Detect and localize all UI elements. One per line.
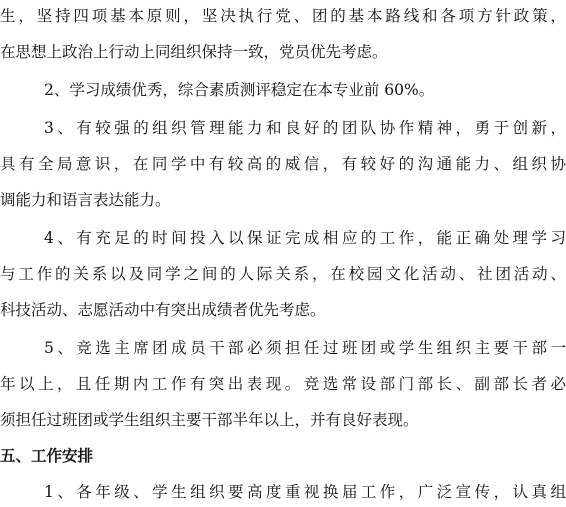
paragraph-line: 须担任过班团或学生组织主要干部半年以上，并有良好表现。 <box>0 411 419 429</box>
list-item-2: 2、学习成绩优秀，综合素质测评稳定在本专业前 60%。 <box>44 81 435 99</box>
list-item-1: 1、各年级、学生组织要高度重视换届工作，广泛宣传，认真组 <box>44 483 566 501</box>
paragraph-line: 与工作的关系以及同学之间的人际关系，在校园文化活动、社团活动、 <box>0 265 566 283</box>
paragraph-line: 科技活动、志愿活动中有突出成绩者优先考虑。 <box>0 301 326 319</box>
paragraph-line: 具有全局意识，在同学中有较高的威信，有较好的沟通能力、组织协 <box>0 155 566 173</box>
paragraph-line: 调能力和语言表达能力。 <box>0 191 171 209</box>
paragraph-line: 年以上，且任期内工作有突出表现。竞选常设部门部长、副部长者必 <box>0 375 566 393</box>
section-heading: 五、工作安排 <box>0 446 94 465</box>
list-item-3: 3、有较强的组织管理能力和良好的团队协作精神，勇于创新， <box>44 119 566 137</box>
paragraph-line: 生，坚持四项基本原则，坚决执行党、团的基本路线和各项方针政策， <box>0 7 566 25</box>
list-item-4: 4、有充足的时间投入以保证完成相应的工作，能正确处理学习 <box>44 229 566 247</box>
list-item-5: 5、竞选主席团成员干部必须担任过班团或学生组织主要干部一 <box>44 339 566 357</box>
paragraph-line: 在思想上政治上行动上同组织保持一致，党员优先考虑。 <box>0 43 388 61</box>
